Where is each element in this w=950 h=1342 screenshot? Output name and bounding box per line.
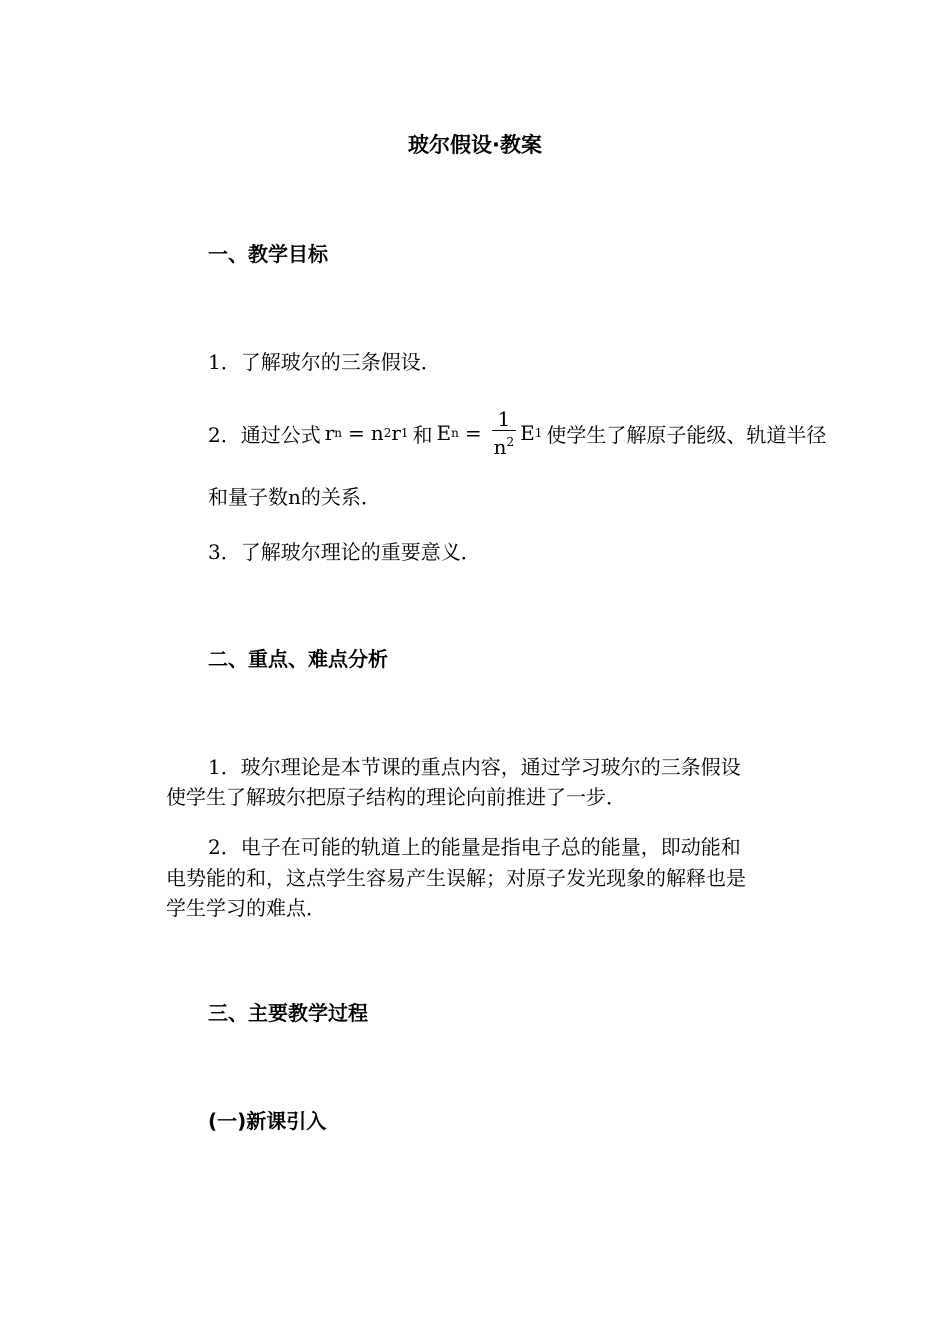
objective-item-2-continuation: 和量子数n的关系．	[208, 485, 381, 509]
formula-E: E	[436, 421, 452, 445]
formula-E-sub: n	[451, 426, 459, 440]
objective-item-2-suffix: 使学生了解原子能级、轨道半径	[546, 422, 827, 447]
section-heading-key-points: 二、重点、难点分析	[208, 647, 388, 671]
formula-equals-2: =	[464, 421, 482, 445]
section-heading-process: 三、主要教学过程	[208, 1001, 368, 1025]
formula-E1: E	[520, 421, 535, 445]
formula-n-sup: 2	[383, 426, 392, 440]
formula-fraction-numerator: 1	[497, 407, 511, 431]
objective-item-2	[208, 400, 826, 466]
objective-item-3: 3．了解玻尔理论的重要意义．	[208, 540, 481, 564]
formula-r1-sub: 1	[400, 426, 409, 440]
key-point-1-line-2: 使学生了解玻尔把原子结构的理论向前推进了一步．	[166, 785, 626, 809]
formula-r1: r	[391, 421, 401, 445]
objective-item-2-and: 和	[412, 422, 433, 447]
document-title: 玻尔假设·教案	[408, 133, 542, 157]
section-heading-objectives: 一、教学目标	[208, 242, 328, 266]
key-point-2-line-3: 学生学习的难点．	[166, 896, 326, 920]
formula-fraction	[492, 408, 517, 458]
formula-fraction-denominator: $n^2$	[492, 430, 517, 458]
key-point-2-line-2: 电势能的和，这点学生容易产生误解；对原子发光现象的解释也是	[166, 866, 746, 890]
formula-radius	[325, 421, 409, 445]
formula-energy	[437, 408, 543, 458]
key-point-2-line-1: 2．电子在可能的轨道上的能量是指电子总的能量，即动能和	[208, 835, 741, 859]
key-point-1-line-1: 1．玻尔理论是本节课的重点内容，通过学习玻尔的三条假设	[208, 755, 741, 779]
subsection-heading-intro: (一)新课引入	[208, 1109, 327, 1133]
objective-item-2-prefix: 2．通过公式	[208, 422, 321, 447]
formula-E1-sub: 1	[534, 426, 543, 440]
formula-n: n	[370, 421, 384, 445]
formula-r: r	[324, 421, 335, 445]
formula-r-sub: n	[334, 426, 343, 440]
objective-item-1: 1．了解玻尔的三条假设．	[208, 350, 441, 374]
formula-equals: =	[348, 421, 365, 445]
